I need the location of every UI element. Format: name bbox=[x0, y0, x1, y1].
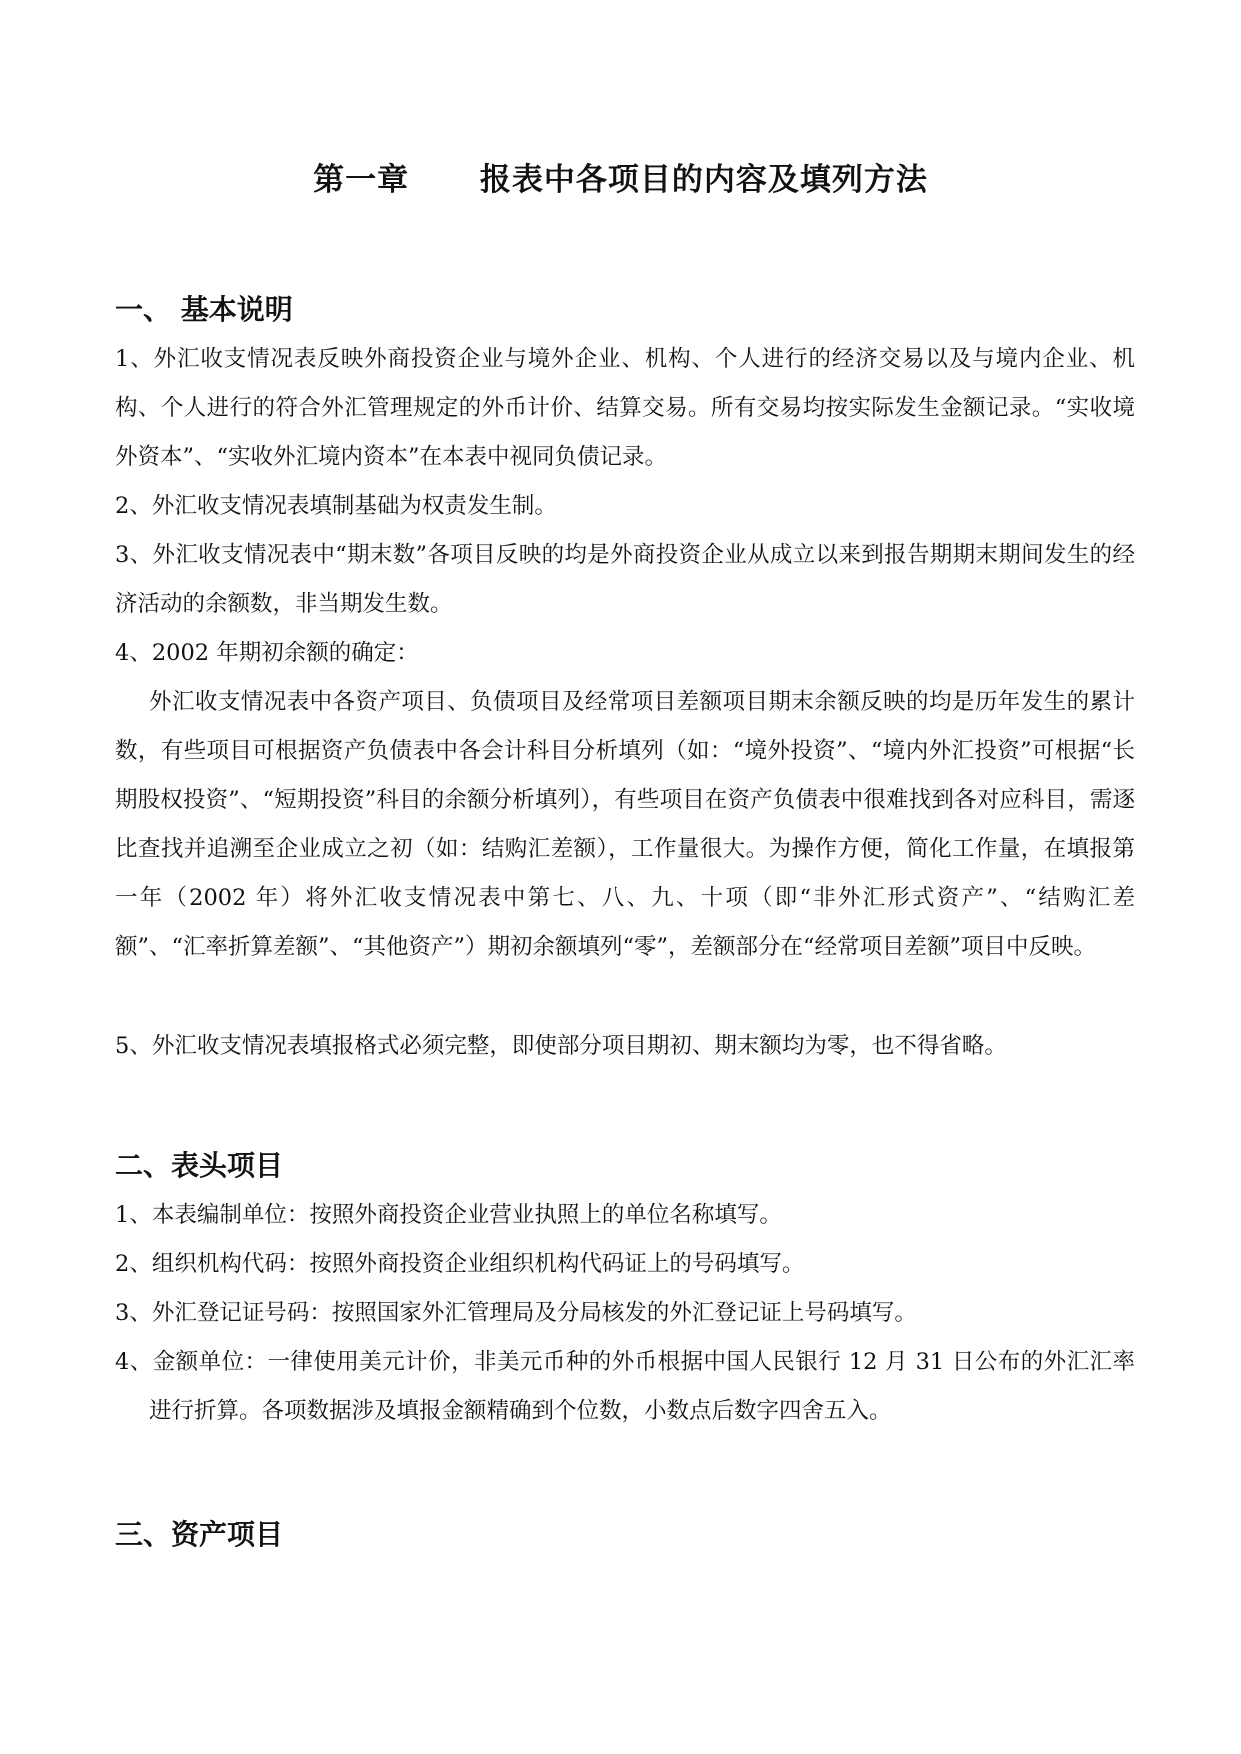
paragraph-2-1: 1、本表编制单位：按照外商投资企业营业执照上的单位名称填写。 bbox=[115, 1202, 782, 1228]
paragraph-2-4: 4、金额单位：一律使用美元计价，非美元币种的外币根据中国人民银行 12 月 31 日公布的外汇汇率进行折算。各项数据涉及填报金额精确到个位数，小数点后数字四舍五入。 bbox=[115, 1349, 1135, 1424]
section-heading-asset-items: 三、资产项目 bbox=[115, 1518, 284, 1551]
paragraph-1-2: 2、外汇收支情况表填制基础为权责发生制。 bbox=[115, 493, 557, 519]
paragraph-2-3: 3、外汇登记证号码：按照国家外汇管理局及分局核发的外汇登记证上号码填写。 bbox=[115, 1300, 917, 1326]
paragraph-1-4: 4、2002 年期初余额的确定： bbox=[115, 640, 419, 666]
section-heading-header-items: 二、表头项目 bbox=[115, 1149, 284, 1182]
section-heading-basic-notes: 一、 基本说明 bbox=[115, 293, 293, 326]
paragraph-1-4-detail: 外汇收支情况表中各资产项目、负债项目及经常项目差额项目期末余额反映的均是历年发生的累计数，有些项目可根据资产负债表中各会计科目分析填列（如：“境外投资”、“境内外汇投资”可根据“长期股权投资”、“短期投资”科目的余额分析填列），有些项目在资产负债表中很难找到各对应科目，需逐比查找并追溯至企业成立之初（如：结购汇差额），工作量很大。为操作方便，简化工作量，在填报第一年（2002 年）将外汇收支情况表中第七、八、九、十项（即“非外汇形式资产”、“结购汇差额”、“汇率折算差额”、“其他资产”）期初余额填列“零”，差额部分在“经常项目差额”项目中反映。 bbox=[115, 689, 1135, 960]
chapter-title: 第一章 报表中各项目的内容及填列方法 bbox=[313, 162, 928, 198]
paragraph-1-3: 3、外汇收支情况表中“期末数”各项目反映的均是外商投资企业从成立以来到报告期期末期间发生的经济活动的余额数，非当期发生数。 bbox=[115, 542, 1135, 617]
paragraph-2-2: 2、组织机构代码：按照外商投资企业组织机构代码证上的号码填写。 bbox=[115, 1251, 805, 1277]
paragraph-1-5: 5、外汇收支情况表填报格式必须完整，即使部分项目期初、期末额均为零，也不得省略。 bbox=[115, 1033, 1007, 1059]
paragraph-1-1: 1、外汇收支情况表反映外商投资企业与境外企业、机构、个人进行的经济交易以及与境内企业、机构、个人进行的符合外汇管理规定的外币计价、结算交易。所有交易均按实际发生金额记录。“实收境外资本”、“实收外汇境内资本”在本表中视同负债记录。 bbox=[115, 346, 1135, 470]
